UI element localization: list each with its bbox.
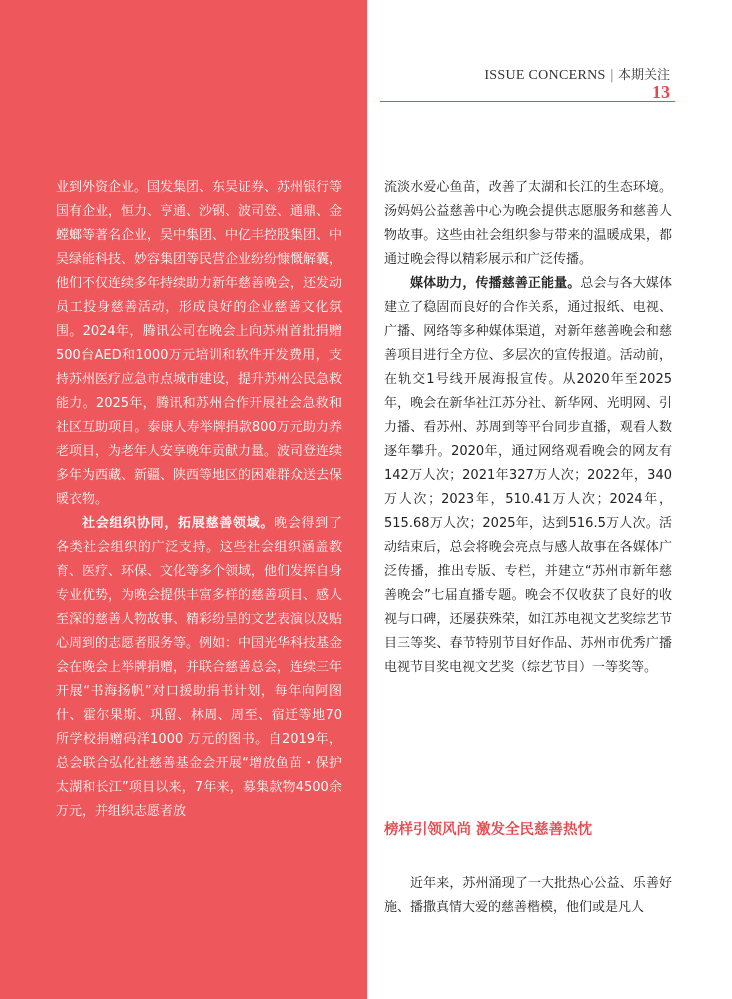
section-paragraph-1: 近年来，苏州涌现了一大批热心公益、乐善好施、播撒真情大爱的慈善楷模，他们或是凡人 xyxy=(384,876,672,915)
header-english: ISSUE CONCERNS xyxy=(484,68,606,83)
left-paragraph-1: 业到外资企业。国发集团、东吴证券、苏州银行等国有企业，恒力、亨通、沙钢、波司登、通鼎、金螳螂等著名企业，吴中集团、中亿丰控股集团、中吴绿能科技、妙容集团等民营企业纷纷慷慨解囊，他们不仅连续多年持续助力新年慈善晚会，还发动员工投身慈善活动，形成良好的企业慈善文化氛围。2024年，腾讯公司在晚会上向苏州首批捐赠500台AED和1000万元培训和软件开发费用，支持苏州医疗应急市点城市建设，提升苏州公民急救能力。2025年，腾讯和苏州合作开展社会急救和社区互助项目。泰康人寿举牌捐款800万元助力养老项目，为老年人安享晚年贡献力量。波司登连续多年为西藏、新疆、陕西等地区的困难群众送去保暖衣物。 xyxy=(56,180,343,507)
left-paragraph-2-lead: 社会组织协同，拓展慈善领域。 xyxy=(82,516,275,531)
left-paragraph-2-body: 晚会得到了各类社会组织的广泛支持。这些社会组织涵盖教育、医疗、环保、文化等多个领域，他们发挥自身专业优势，为晚会提供丰富多样的慈善项目、感人至深的慈善人物故事、精彩纷呈的文艺表演以及贴心周到的志愿者服务等。例如：中国光华科技基金会在晚会上举牌捐赠，并联合慈善总会，连续三年开展“书海扬帆”对口援助捐书计划，每年向阿图什、霍尔果斯、巩留、林周、周至、宿迁等地70所学校捐赠码洋1000 万元的图书。自2019年，总会联合弘化社慈善基金会开展“增放鱼苗・保护太湖和长江”项目以来，7年来，募集款物4500余万元，并组织志愿者放 xyxy=(56,516,343,819)
right-text-column xyxy=(384,176,672,680)
header-chinese: 本期关注 xyxy=(617,68,670,83)
left-text-column xyxy=(56,176,342,824)
running-header xyxy=(484,64,670,84)
page-number: 13 xyxy=(652,82,670,102)
right-paragraph-2-body: 总会与各大媒体建立了稳固而良好的合作关系，通过报纸、电视、广播、网络等多种媒体渠道，对新年慈善晚会和慈善项目进行全方位、多层次的宣传报道。活动前，在轨交1号线开展海报宣传。从2020年至2025年，晚会在新华社江苏分社、新华网、光明网、引力播、看苏州、苏周到等平台同步直播，观看人数逐年攀升。2020年，通过网络观看晚会的网友有142万人次；2021年327万人次；2022年，340万人次；2023年，510.41万人次；2024年，515.68万人次；2025年，达到516.5万人次。活动结束后，总会将晚会亮点与感人故事在各媒体广泛传播，推出专版、专栏，并建立“苏州市新年慈善晚会”七届直播专题。晚会不仅收获了良好的收视与口碑，还屡获殊荣，如江苏电视文艺奖综艺节目三等奖、春节特别节目好作品、苏州市优秀广播电视节目奖电视文艺奖（综艺节目）一等奖等。 xyxy=(384,276,672,675)
section-body xyxy=(384,872,672,920)
header-rule xyxy=(380,101,675,102)
right-paragraph-2-lead: 媒体助力，传播慈善正能量。 xyxy=(410,276,581,291)
header-separator: | xyxy=(609,68,614,83)
right-paragraph-2 xyxy=(384,272,672,680)
left-paragraph-2 xyxy=(56,512,342,824)
section-heading: 榜样引领风尚 激发全民慈善热忱 xyxy=(384,822,593,838)
right-paragraph-1: 流淡水爱心鱼苗，改善了太湖和长江的生态环境。汤妈妈公益慈善中心为晚会提供志愿服务和慈善人物故事。这些由社会组织参与带来的温暖成果，都通过晚会得以精彩展示和广泛传播。 xyxy=(384,180,672,267)
